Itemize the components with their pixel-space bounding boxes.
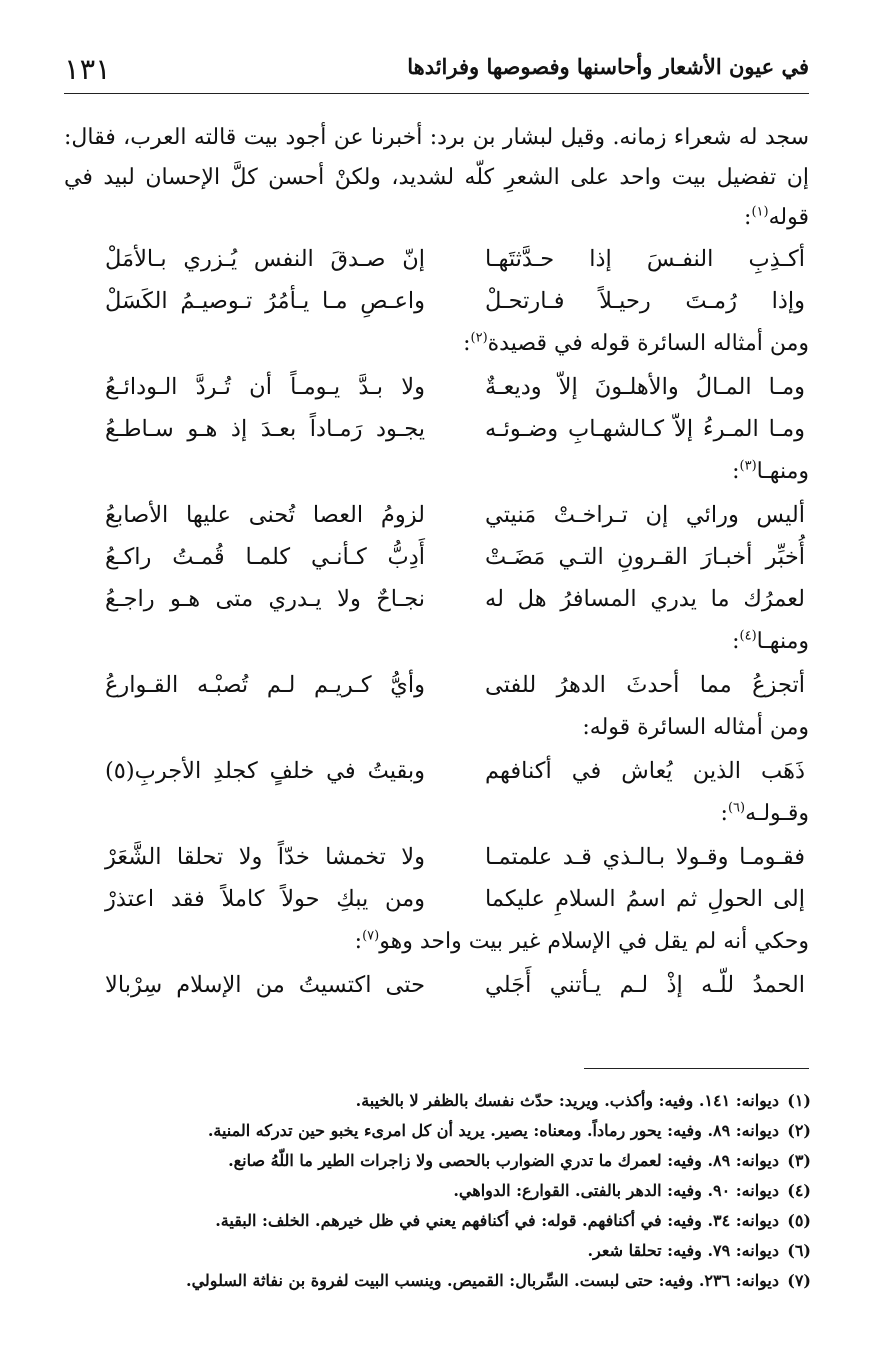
second-hemistich: حتى اكتسيتُ من الإسلام سِرْبالا xyxy=(105,972,425,998)
second-hemistich: ومن يبكِ حولاً كاملاً فقد اعتذرْ xyxy=(105,886,425,912)
section-lead-colon: : xyxy=(732,629,740,654)
footnote-ref: (٧) xyxy=(362,928,380,944)
second-hemistich: نجـاحٌ ولا يـدري متى هـو راجـعُ xyxy=(105,586,425,612)
verse-line xyxy=(64,536,805,578)
footnote-ref: (٣) xyxy=(739,458,757,474)
second-hemistich: يجـود رَمـاداً بعـدَ إذ هـو سـاطـعُ xyxy=(105,416,425,442)
verse-line xyxy=(64,664,805,706)
verse-line xyxy=(64,964,805,1006)
first-hemistich: أكـذِبِ النفـسَ إذا حـدَّثتَهـا xyxy=(485,246,805,272)
footnote-ref: (٦) xyxy=(727,800,746,816)
footnote-number: (٤) xyxy=(787,1181,811,1200)
verse-line xyxy=(64,494,805,536)
first-hemistich: الحمدُ للّـه إذْ لـم يـأتني أَجَلي xyxy=(485,972,805,998)
footnote-number: (٦) xyxy=(787,1241,811,1260)
intro-text: سجد له شعراء زمانه. وقيل لبشار بن برد: أخبرنا عن أجود بيت قالته العرب، فقال: إن تفضيل بيت واحد على الشعرِ كلّه لشديد، ولكنْ أحسن كلَّ الإحسان لبيد في قوله xyxy=(64,125,809,230)
footnote xyxy=(64,1266,811,1296)
footnote-text: ديوانه: ٩٠. وفيه: الدهر بالفتى. القوارع: الدواهي. xyxy=(453,1181,779,1200)
section-lead xyxy=(64,322,809,366)
section-lead xyxy=(64,450,809,494)
footnote-ref: (١) xyxy=(751,204,769,220)
footnote-ref: (٢) xyxy=(470,330,488,346)
second-hemistich: ولا بـدَّ يـومـاً أن تُـردَّ الـودائـعُ xyxy=(105,374,425,400)
section-lead xyxy=(64,706,809,750)
running-title: في عيون الأشعار وأحاسنها وفصوصها وفرائدها xyxy=(407,54,809,79)
second-hemistich: أَدِبُّ كـأنـي كلمـا قُمـتُ راكـعُ xyxy=(105,544,425,570)
section-lead xyxy=(64,920,809,964)
footnote xyxy=(64,1236,811,1266)
footnote xyxy=(64,1176,811,1206)
verse-line xyxy=(64,878,805,920)
first-hemistich: إلى الحولِ ثم اسمُ السلامِ عليكما xyxy=(485,886,805,912)
section-lead-text: ومنهـا xyxy=(756,459,809,484)
intro-paragraph xyxy=(64,118,809,238)
footnote-text: ديوانه: ٧٩. وفيه: تحلقا شعر. xyxy=(587,1241,779,1260)
first-hemistich: أُخبِّر أخبـارَ القـرونِ التـي مَضَـتْ xyxy=(485,544,805,570)
main-text xyxy=(64,118,809,1006)
verse-line xyxy=(64,578,805,620)
verse-line xyxy=(64,238,805,280)
second-hemistich: واعـصِ مـا يـأمُرُ تـوصيـمُ الكَسَلْ xyxy=(105,288,425,314)
intro-colon: : xyxy=(744,205,752,230)
first-hemistich: لعمرُك ما يدري المسافرُ هل له xyxy=(485,586,805,612)
first-hemistich: فقـومـا وقـولا بـالـذي قـد علمتمـا xyxy=(485,844,805,870)
first-hemistich: ذَهَب الذين يُعاش في أكنافهم xyxy=(485,758,805,784)
footnote-text: ديوانه: ٨٩. وفيه: لعمرك ما تدري الضوارب بالحصى ولا زاجرات الطير ما اللّهُ صانع. xyxy=(228,1151,779,1170)
footnote xyxy=(64,1116,811,1146)
footnote-number: (٢) xyxy=(787,1121,811,1140)
section-lead-text: ومنهـا xyxy=(756,629,809,654)
section-lead-text: وقـولـه xyxy=(745,801,809,826)
section-lead-text: وحكي أنه لم يقل في الإسلام غير بيت واحد وهو xyxy=(379,929,809,954)
section-lead-text: ومن أمثاله السائرة قوله في قصيدة xyxy=(487,331,809,356)
section-lead-colon: : xyxy=(354,929,363,954)
first-hemistich: أليس ورائي إن تـراخـتْ مَنيتي xyxy=(485,502,805,528)
verse-line xyxy=(64,366,805,408)
footnote xyxy=(64,1086,811,1116)
poem-sections xyxy=(64,238,809,1006)
section-lead xyxy=(64,620,809,664)
section-lead xyxy=(64,792,809,836)
first-hemistich: وإذا رُمـتَ رحيـلاً فـارتحـلْ xyxy=(485,288,805,314)
footnote-number: (٣) xyxy=(787,1151,811,1170)
page-number: ١٣١ xyxy=(64,52,111,86)
footnote-text: ديوانه: ١٤١. وفيه: وأكذب. ويريد: حدّث نفسك بالظفر لا بالخيبة. xyxy=(355,1091,779,1110)
page-header xyxy=(64,52,809,94)
first-hemistich: ومـا المـالُ والأهلـونَ إلاّ وديعـةٌ xyxy=(485,374,805,400)
section-lead-colon: : xyxy=(463,331,471,356)
second-hemistich: وبقيتُ في خلفٍ كجلدِ الأجربِ(٥) xyxy=(105,758,425,784)
verse-line xyxy=(64,408,805,450)
second-hemistich: ولا تخمشا خدّاً ولا تحلقا الشَّعَرْ xyxy=(105,844,425,870)
footnote-number: (١) xyxy=(787,1091,811,1110)
second-hemistich: لزومُ العصا تُحنى عليها الأصابعُ xyxy=(105,502,425,528)
verse-line xyxy=(64,280,805,322)
footnotes xyxy=(64,1086,811,1296)
footnote-text: ديوانه: ٢٣٦. وفيه: حتى لبست. السِّربال: القميص. وينسب البيت لفروة بن نفاثة السلولي. xyxy=(186,1271,779,1290)
section-lead-text: ومن أمثاله السائرة قوله: xyxy=(582,715,809,740)
footnote-number: (٥) xyxy=(787,1211,811,1230)
section-lead-colon: : xyxy=(720,801,728,826)
verse-line xyxy=(64,836,805,878)
section-lead-colon: : xyxy=(732,459,740,484)
verse-line xyxy=(64,750,805,792)
footnote-number: (٧) xyxy=(787,1271,811,1290)
second-hemistich: وأيُّ كـريـم لـم تُصبْـه القـوارعُ xyxy=(105,672,425,698)
footnote-text: ديوانه: ٣٤. وفيه: في أكنافهم. قوله: في أكنافهم يعني في ظل خيرهم. الخلف: البقية. xyxy=(215,1211,779,1230)
second-hemistich: إنّ صـدقَ النفس يُـزري بـالأمَلْ xyxy=(105,246,425,272)
first-hemistich: ومـا المـرءُ إلاّ كـالشهـابِ وضـوئـه xyxy=(485,416,805,442)
footnote-text: ديوانه: ٨٩. وفيه: يحور رماداً. ومعناه: يصير. يريد أن كل امرىء يخبو حين تدركه المنية. xyxy=(207,1121,779,1140)
header-rule xyxy=(64,93,809,94)
footnote xyxy=(64,1146,811,1176)
first-hemistich: أتجزعُ مما أحدثَ الدهرُ للفتى xyxy=(485,672,805,698)
footnote xyxy=(64,1206,811,1236)
footnote-separator xyxy=(584,1068,809,1069)
footnote-ref: (٤) xyxy=(739,628,757,644)
